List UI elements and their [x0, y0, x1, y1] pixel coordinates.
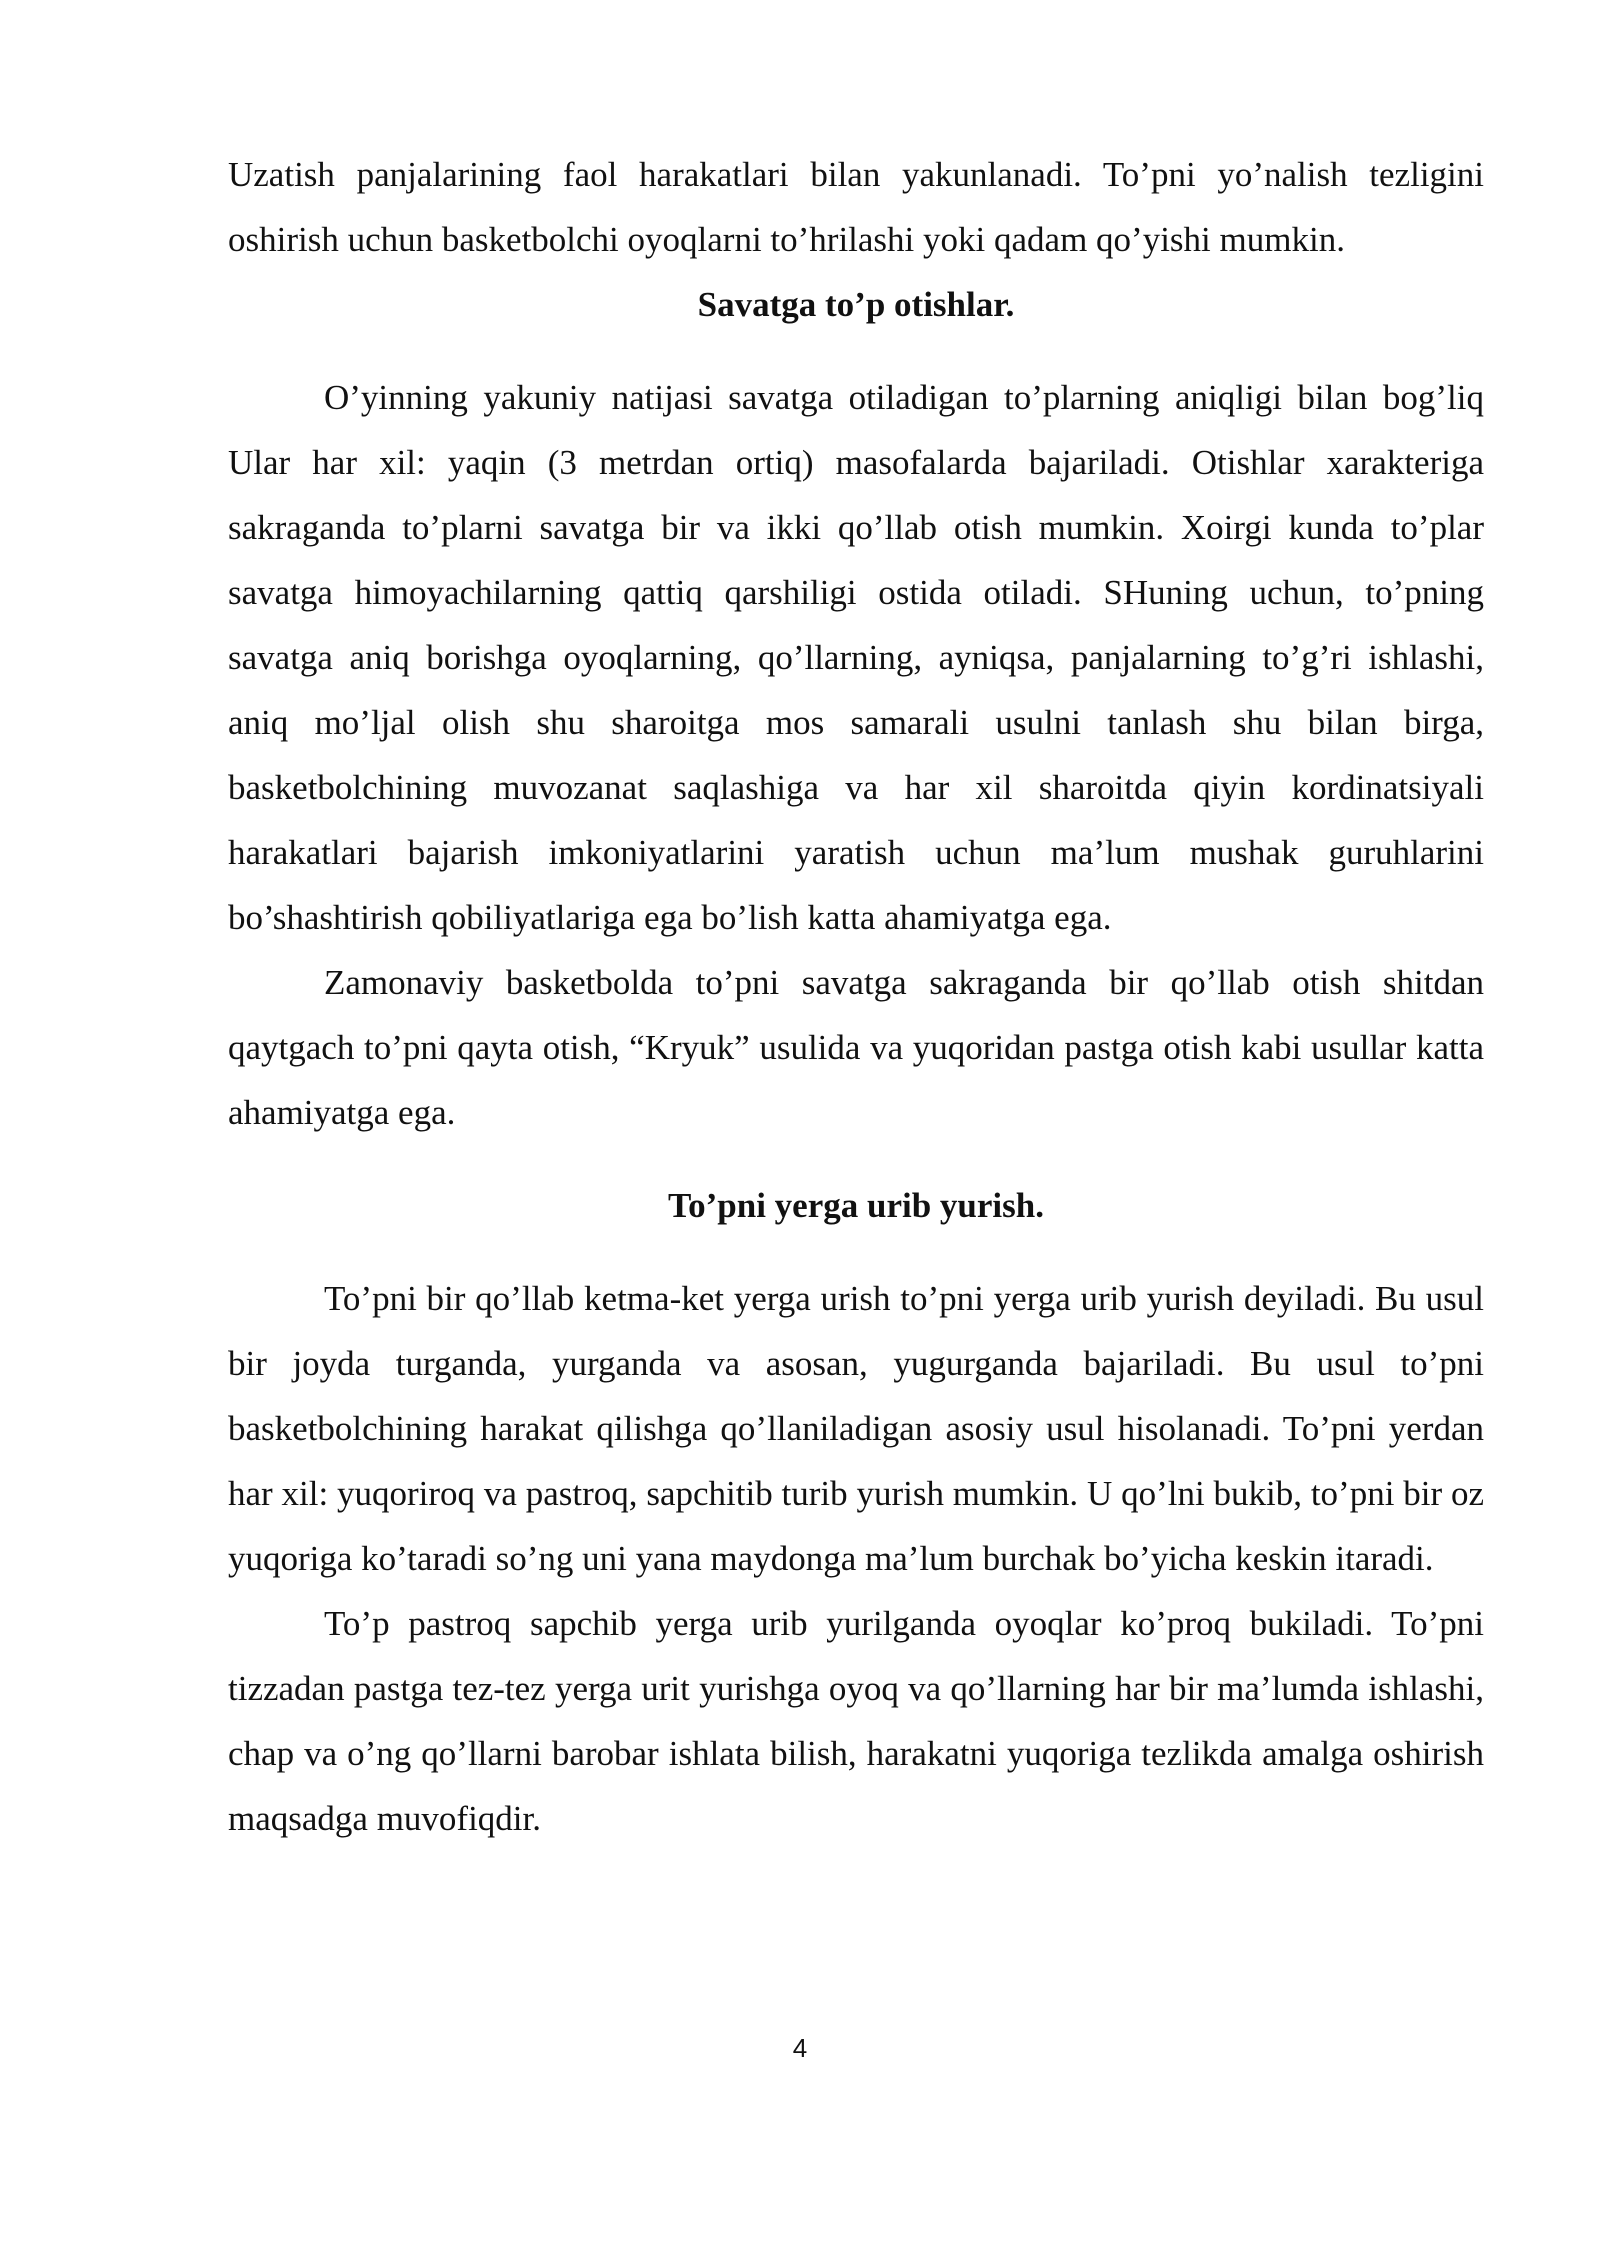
body-paragraph: Zamonaviy basketbolda to’pni savatga sakraganda bir qo’llab otish shitdan qaytgach to’pni qayta otish, “Kryuk” usulida va yuqoridan pastga otish kabi usullar katta ahamiyatga ega. — [228, 963, 1484, 1132]
body-paragraph: To’p pastroq sapchib yerga urib yurilganda oyoqlar ko’proq bukiladi. To’pni tizzadan pastga tez-tez yerga urit yurishga oyoq va qo’llarning har bir ma’lumda ishlashi, chap va o’ng qo’llarni barobar ishlata bilish, harakatni yuqoriga tezlikda amalga oshirish maqsadga muvofiqdir. — [228, 1604, 1484, 1838]
section-heading-dribbling: To’pni yerga urib yurish. — [667, 1186, 1044, 1225]
body-paragraph: Uzatish panjalarining faol harakatlari bilan yakunlanadi. To’pni yo’nalish tezligini oshirish uchun basketbolchi oyoqlarni to’hrilashi yoki qadam qo’yishi mumkin. — [228, 155, 1484, 259]
body-paragraph: To’pni bir qo’llab ketma-ket yerga urish to’pni yerga urib yurish deyiladi. Bu usul bir joyda turganda, yurganda va asosan, yugurganda bajariladi. Bu usul to’pni basketbolchining harakat qilishga qo’llaniladigan asosiy usul hisolanadi. To’pni yerdan har xil: yuqoriroq va pastroq, sapchitib turib yurish mumkin. U qo’lni bukib, to’pni bir oz yuqoriga ko’taradi so’ng uni yana maydonga ma’lum burchak bo’yicha keskin itaradi. — [228, 1279, 1484, 1578]
page-body — [228, 142, 1484, 1851]
page-number: 4 — [792, 2033, 808, 2063]
section-heading-shots: Savatga to’p otishlar. — [697, 285, 1015, 324]
body-paragraph: O’yinning yakuniy natijasi savatga otiladigan to’plarning aniqligi bilan bog’liq Ular har xil: yaqin (3 metrdan ortiq) masofalarda bajariladi. Otishlar xarakteriga sakraganda to’plarni savatga bir va ikki qo’llab otish mumkin. Xoirgi kunda to’plar savatga himoyachilarning qattiq qarshiligi ostida otiladi. SHuning uchun, to’pning savatga aniq borishga oyoqlarning, qo’llarning, ayniqsa, panjalarning to’g’ri ishlashi, aniq mo’ljal olish shu sharoitga mos samarali usulni tanlash shu bilan birga, basketbolchining muvozanat saqlashiga va har xil sharoitda qiyin kordinatsiyali harakatlari bajarish imkoniyatlarini yaratish uchun ma’lum mushak guruhlarini bo’shashtirish qobiliyatlariga ega bo’lish katta ahamiyatga ega. — [228, 378, 1484, 937]
